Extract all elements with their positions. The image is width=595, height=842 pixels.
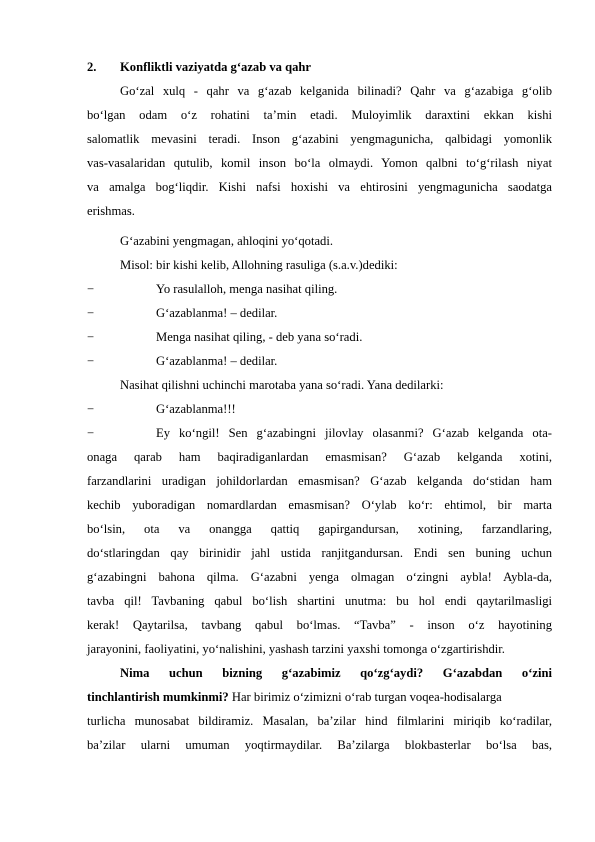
paragraph-2-line: g‘azabingni bahona qilma. G‘azabni yenga olmagan o‘zingni aybla! Aybla-da,	[87, 570, 552, 584]
dialog-item: Yo rasulalloh, menga nasihat qiling.	[156, 282, 338, 296]
paragraph-3-line	[87, 689, 595, 705]
dialog-item: G‘azablanma! – dedilar.	[156, 354, 278, 368]
paragraph-2-line: jarayonini, faoliyatini, yo‘nalishini, yashash tarzini yaxshi tomonga o‘zgartirishdir.	[87, 642, 505, 656]
paragraph-2-line: kerak! Qaytarilsa, tavbang qabul bo‘lmas. “Tavba” - inson o‘z hayotining	[87, 618, 552, 632]
paragraph-1-line: Go‘zal xulq - qahr va g‘azab kelganida bilinadi? Qahr va g‘azabiga g‘olib	[120, 84, 552, 98]
paragraph-2-line: farzandlarini uradigan johildorlardan emasmisan? G‘azab kelganda do‘stidan ham	[87, 474, 552, 488]
section-number: 2.	[87, 60, 97, 74]
dash-marker: −	[87, 426, 95, 440]
paragraph-3-line: turlicha munosabat bildiramiz. Masalan, ba’zilar hind filmlarini miriqib ko‘radilar,	[87, 714, 552, 728]
dash-marker: −	[87, 402, 95, 416]
dash-marker: −	[87, 354, 95, 368]
section-title: Konfliktli vaziyatda g‘azab va qahr	[120, 60, 312, 74]
dialog-item: G‘azablanma!!!	[156, 402, 236, 416]
question-line: Nima uchun bizning g‘azabimiz qo‘zg‘aydi? G‘azabdan o‘zini	[120, 666, 552, 680]
text-line: Nasihat qilishni uchinchi marotaba yana so‘radi. Yana dedilarki:	[120, 378, 444, 392]
paragraph-2-line: bo‘lsin, ota va onangga qattiq gapirgandursan, xotining, farzandlaring,	[87, 522, 552, 536]
dialog-item: Menga nasihat qiling, - deb yana so‘radi.	[156, 330, 363, 344]
paragraph-2-line: Ey ko‘ngil! Sen g‘azabingni jilovlay olasanmi? G‘azab kelganda ota-	[156, 426, 552, 440]
paragraph-1-line: erishmas.	[87, 204, 135, 218]
question-text: tinchlantirish mumkinmi?	[87, 690, 229, 704]
text-line: Misol: bir kishi kelib, Allohning rasuliga (s.a.v.)dediki:	[120, 258, 398, 272]
paragraph-1-line: va amalga bog‘liqdir. Kishi nafsi hoxishi va ehtirosini yengmagunicha saodatga	[87, 180, 552, 194]
dialog-item: G‘azablanma! – dedilar.	[156, 306, 278, 320]
dash-marker: −	[87, 282, 95, 296]
paragraph-3-text: Har birimiz o‘zimizni o‘rab turgan voqea-hodisalarga	[228, 690, 502, 704]
paragraph-3-line: ba’zilar ularni umuman yoqtirmaydilar. Ba’zilarga blokbasterlar bo‘lsa bas,	[87, 738, 552, 752]
paragraph-2-line: tavba qil! Tavbaning qabul bo‘lish shartini unutma: bu hol endi qaytarilmasligi	[87, 594, 552, 608]
paragraph-2-line: onaga qarab ham baqiradiganlardan emasmisan? G‘azab kelganda xotini,	[87, 450, 552, 464]
paragraph-2-line: kechib yuboradigan nomardlardan emasmisan? O‘ylab ko‘r: ehtimol, bir marta	[87, 498, 552, 512]
paragraph-1-line: bo‘lgan odam o‘z rohatini ta’min etadi. Muloyimlik daraxtini ekkan kishi	[87, 108, 552, 122]
paragraph-1-line: vas-vasalaridan qutulib, komil inson bo‘la olmaydi. Yomon qalbni to‘g‘rilash niyat	[87, 156, 552, 170]
dash-marker: −	[87, 330, 95, 344]
dash-marker: −	[87, 306, 95, 320]
paragraph-2-line: do‘stlaringdan qay birinidir jahl ustida ranjitgandursan. Endi sen buning uchun	[87, 546, 552, 560]
text-line: G‘azabini yengmagan, ahloqini yo‘qotadi.	[120, 234, 333, 248]
paragraph-1-line: salomatlik mevasini teradi. Inson g‘azabini yengmagunicha, qalbidagi yomonlik	[87, 132, 552, 146]
